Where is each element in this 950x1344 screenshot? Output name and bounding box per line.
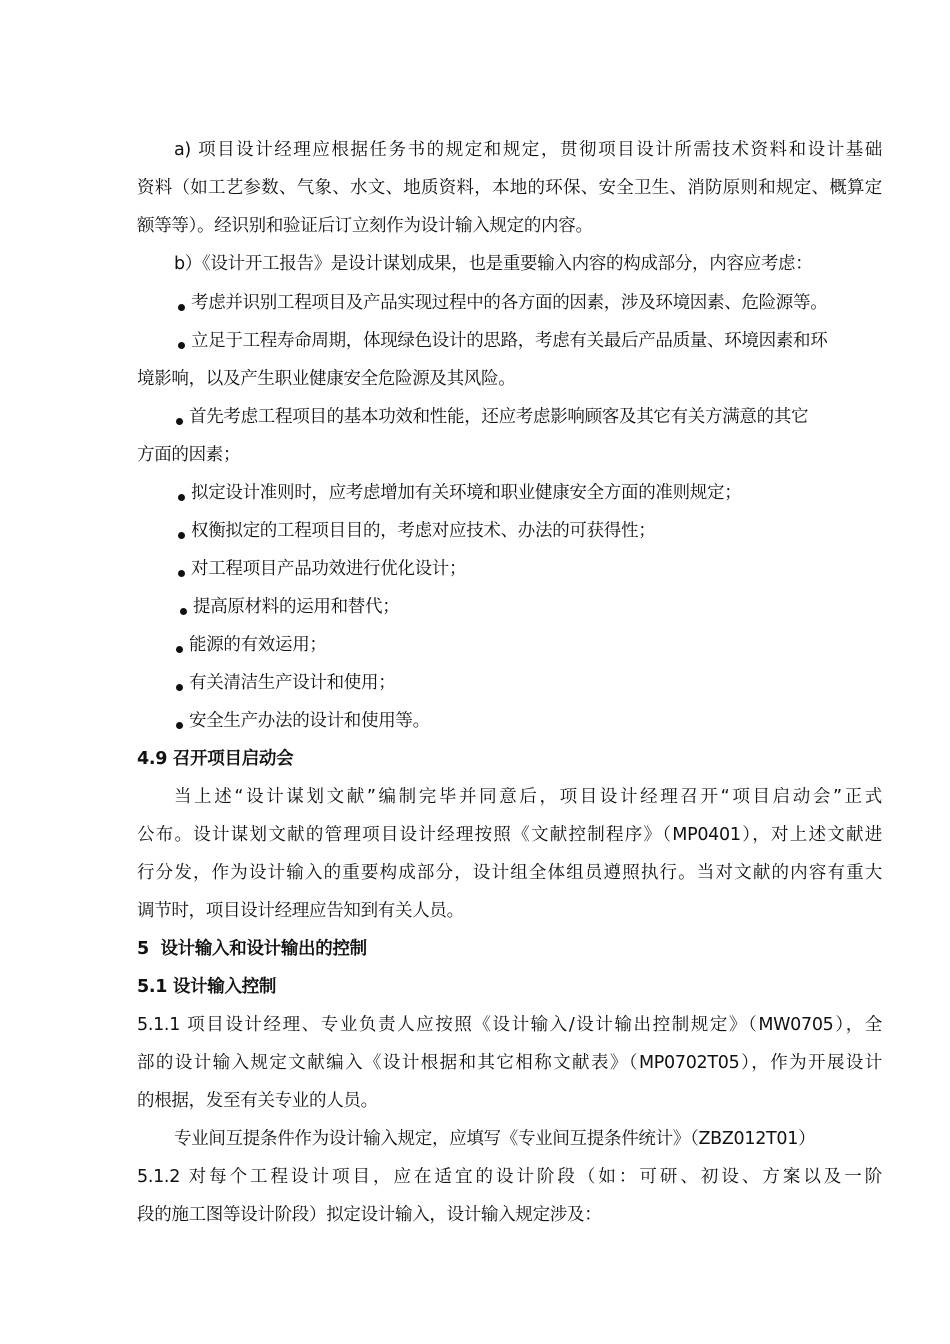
bullet-item-4: [178, 481, 886, 505]
section-heading-5: 5 设计输入和设计输出的控制: [137, 939, 367, 959]
paragraph-a-line-1: a) 项目设计经理应根据任务书的规定和规定，贯彻项目设计所需技术资料和设计基础: [174, 140, 882, 160]
paragraph-a-line-3: 额等等）。经识别和验证后订立刻作为设计输入规定的内容。: [137, 216, 593, 236]
bullet-item-3-continued: 方面的因素；: [137, 445, 241, 465]
bullet-item-1: [178, 291, 886, 315]
bullet-icon: [178, 494, 185, 501]
bullet-item-text: 能源的有效运用；: [189, 635, 327, 655]
paragraph-a-line-2: 资料（如工艺参数、气象、水文、地质资料，本地的环保、安全卫生、消防原则和规定、概算定: [137, 178, 882, 198]
bullet-icon: [178, 532, 185, 539]
bullet-item-6: [178, 557, 886, 581]
bullet-item-7: [180, 595, 888, 619]
bullet-item-2: [178, 329, 886, 353]
bullet-icon: [176, 684, 183, 691]
bullet-item-text: 对工程项目产品功效进行优化设计；: [191, 559, 467, 579]
bullet-item-text: 考虑并识别工程项目及产品实现过程中的各方面的因素，涉及环境因素、危险源等。: [191, 293, 828, 313]
bullet-icon: [178, 304, 185, 311]
bullet-icon: [178, 342, 185, 349]
section-heading-5-1: 5.1 设计输入控制: [137, 977, 277, 997]
section-heading-4-9: 4.9 召开项目启动会: [137, 749, 294, 769]
bullet-item-text: 首先考虑工程项目的基本功效和性能，还应考虑影响顾客及其它有关方满意的其它: [189, 407, 809, 427]
paragraph-4-9-line-4: 调节时，项目设计经理应告知到有关人员。: [137, 901, 464, 921]
bullet-item-5: [178, 519, 886, 543]
bullet-icon: [180, 608, 187, 615]
bullet-item-text: 拟定设计准则时，应考虑增加有关环境和职业健康安全方面的准则规定；: [191, 483, 742, 503]
bullet-icon: [176, 418, 183, 425]
paragraph-5-1-1-line-2: 部的设计输入规定文献编入《设计根据和其它相称文献表》（MP0702T05），作为开展设计: [137, 1053, 882, 1073]
paragraph-4-9-line-2: 公布。设计谋划文献的管理项目设计经理按照《文献控制程序》（MP0401），对上述文献进: [137, 825, 882, 845]
bullet-item-9: [176, 671, 884, 695]
bullet-item-10: [176, 709, 884, 733]
paragraph-b-line-1: b）《设计开工报告》是设计谋划成果，也是重要输入内容的构成部分，内容应考虑：: [174, 254, 813, 274]
bullet-icon: [176, 646, 183, 653]
paragraph-4-9-line-3: 行分发，作为设计输入的重要构成部分，设计组全体组员遵照执行。当对文献的内容有重大: [137, 863, 882, 883]
bullet-item-8: [176, 633, 884, 657]
bullet-item-text: 提高原材料的运用和替代；: [193, 597, 400, 617]
bullet-item-text: 有关清洁生产设计和使用；: [189, 673, 396, 693]
bullet-icon: [178, 570, 185, 577]
paragraph-5-1-2-line-1: 5.1.2 对每个工程设计项目，应在适宜的设计阶段（如：可研、初设、方案以及一阶: [137, 1167, 882, 1187]
paragraph-5-1-1-line-3: 的根据，发至有关专业的人员。: [137, 1091, 378, 1111]
bullet-item-3: [176, 405, 884, 429]
paragraph-4-9-line-1: 当上述“设计谋划文献”编制完毕并同意后，项目设计经理召开“项目启动会”正式: [174, 787, 882, 807]
paragraph-interface-conditions: 专业间互提条件作为设计输入规定，应填写《专业间互提条件统计》（ZBZ012T01）: [174, 1129, 816, 1149]
paragraph-5-1-1-line-1: 5.1.1 项目设计经理、专业负责人应按照《设计输入/设计输出控制规定》（MW0705），全: [137, 1015, 882, 1035]
bullet-item-text: 安全生产办法的设计和使用等。: [189, 711, 430, 731]
bullet-icon: [176, 722, 183, 729]
paragraph-5-1-2-line-2: 段的施工图等设计阶段）拟定设计输入，设计输入规定涉及：: [137, 1205, 602, 1225]
bullet-item-2-continued: 境影响，以及产生职业健康安全危险源及其风险。: [137, 369, 516, 389]
bullet-item-text: 权衡拟定的工程项目目的，考虑对应技术、办法的可获得性；: [191, 521, 656, 541]
bullet-item-text: 立足于工程寿命周期，体现绿色设计的思路，考虑有关最后产品质量、环境因素和环: [191, 331, 828, 351]
